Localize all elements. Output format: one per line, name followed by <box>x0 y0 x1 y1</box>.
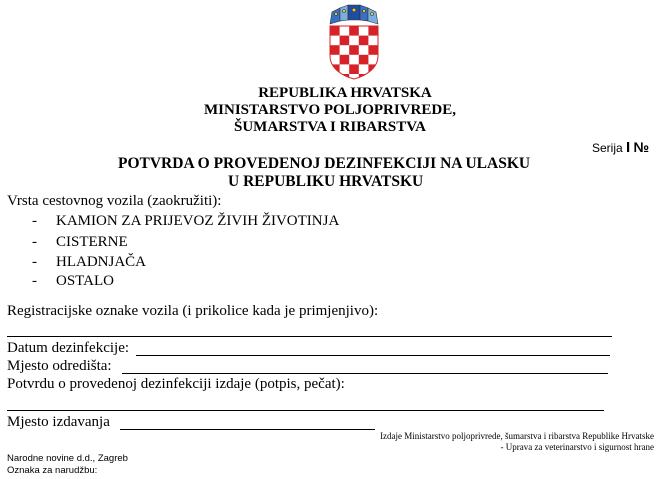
serial-mark: I <box>626 139 631 156</box>
place-of-issue-label: Mjesto izdavanja <box>7 414 110 430</box>
publisher-note: Izdaje Ministarstvo poljoprivrede, šumarstva i ribarstva Republike Hrvatske <box>380 431 654 441</box>
date-field[interactable] <box>136 355 610 356</box>
registration-field[interactable] <box>7 336 612 337</box>
destination-label: Mjesto odredišta: <box>7 358 112 374</box>
header-ministry: MINISTARSTVO POLJOPRIVREDE, <box>204 102 456 118</box>
destination-field[interactable] <box>122 373 608 374</box>
order-mark-label: Oznaka za narudžbu: <box>7 465 98 476</box>
header-republic: REPUBLIKA HRVATSKA <box>258 85 432 101</box>
serial-prefix: Serija <box>592 141 623 155</box>
vehicle-option-other[interactable]: OSTALO <box>56 273 114 289</box>
list-bullet: - <box>32 273 37 289</box>
printer-note: Narodne novine d.d., Zagreb <box>7 453 128 464</box>
list-bullet: - <box>32 213 37 229</box>
vehicle-type-label: Vrsta cestovnog vozila (zaokružiti): <box>7 193 222 209</box>
croatian-coat-of-arms-icon <box>326 4 382 80</box>
vehicle-option-refrigerated[interactable]: HLADNJAČA <box>56 254 146 270</box>
document-title: POTVRDA O PROVEDENOJ DEZINFEKCIJI NA ULASKU <box>118 155 531 172</box>
vehicle-option-livestock-truck[interactable]: KAMION ZA PRIJEVOZ ŽIVIH ŽIVOTINJA <box>56 213 340 229</box>
place-of-issue-field[interactable] <box>120 429 375 430</box>
list-bullet: - <box>32 254 37 270</box>
header-ministry-cont: ŠUMARSTVA I RIBARSTVA <box>233 119 426 135</box>
issuer-signature-field[interactable] <box>7 410 604 411</box>
date-label: Datum dezinfekcije: <box>7 340 130 356</box>
list-bullet: - <box>32 234 37 250</box>
registration-label: Registracijske oznake vozila (i prikolice kada je primjenjivo): <box>7 303 379 319</box>
serial-number-label: № <box>633 139 650 155</box>
document-title-cont: U REPUBLIKU HRVATSKU <box>228 173 424 190</box>
vehicle-option-tanker[interactable]: CISTERNE <box>56 234 128 250</box>
publisher-note-cont: - Uprava za veterinarstvo i sigurnost hrane <box>500 442 654 452</box>
issuer-label: Potvrdu o provedenoj dezinfekciji izdaje (potpis, pečat): <box>7 376 345 392</box>
serial-label <box>592 139 649 156</box>
